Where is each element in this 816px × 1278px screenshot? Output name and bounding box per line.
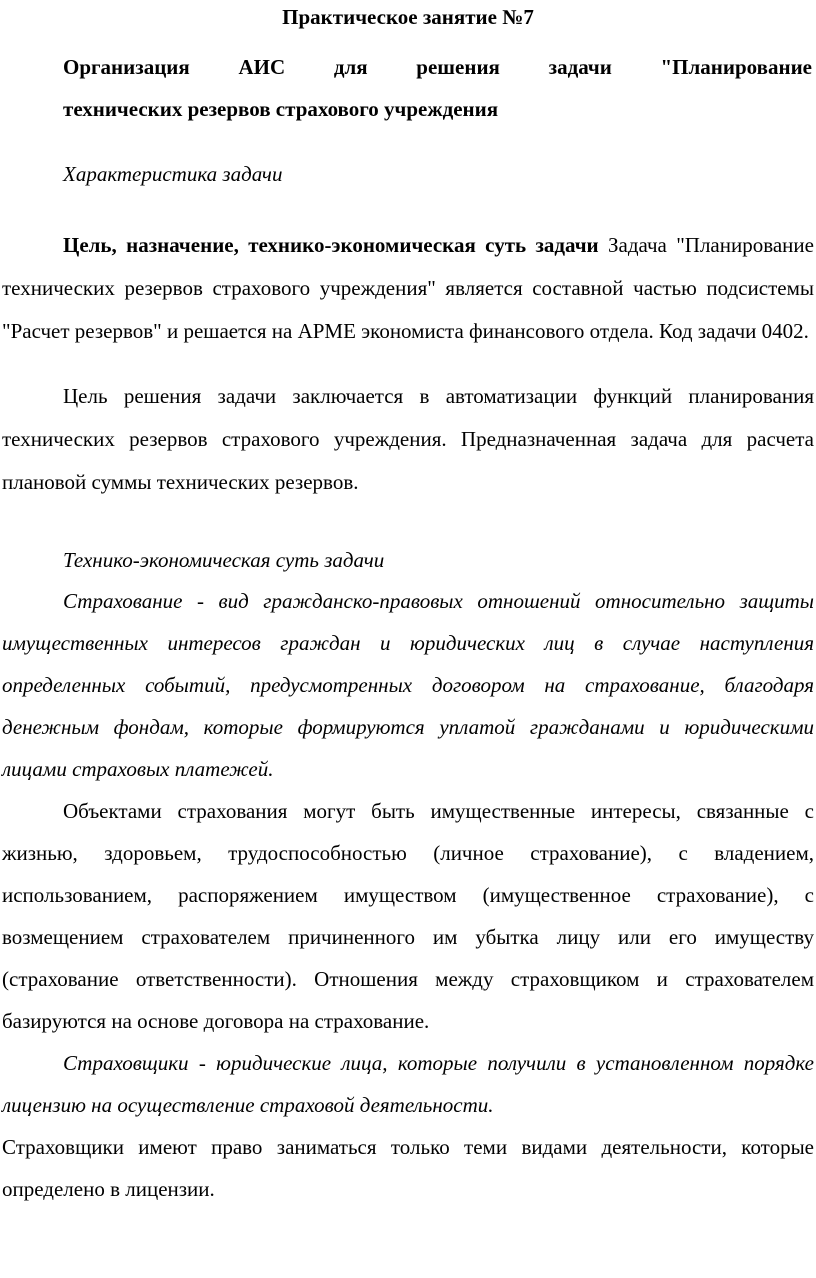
section-heading-line-1: Организация АИС для решения задачи "Планирование [63,55,812,79]
paragraph-insurers-definition: Страховщики - юридические лица, которые получили в установленном порядке лицензию на осуществление страховой деятельности. [2,1051,814,1117]
paragraph-goal: Цель решения задачи заключается в автоматизации функций планирования технических резервов страхового учреждения. Предназначенная задача для расчета плановой суммы технических резервов. [2,384,814,494]
subtitle-characteristic: Характеристика задачи [63,162,283,186]
paragraph-insurers-rights: Страховщики имеют право заниматься только теми видами деятельности, которые определено в лицензии. [2,1135,814,1201]
subtitle-essence: Технико-экономическая суть задачи [63,548,385,572]
paragraph-insurance-definition: Страхование - вид гражданско-правовых отношений относительно защиты имущественных интересов граждан и юридических лиц в случае наступления определенных событий, предусмотренных договором на страхование, благодаря денежным фондам, которые формируются уплатой гражданами и юридическими лицами страховых платежей. [2,589,814,781]
section-heading-line-2: технических резервов страхового учреждения [63,97,499,121]
paragraph-insurance-objects: Объектами страхования могут быть имущественные интересы, связанные с жизнью, здоровьем, трудоспособностью (личное страхование), с владением, использованием, распоряжением имуществом (имущественное страхование), с возмещением страхователем причиненного им убытка лицу или его имуществу (страхование ответственности). Отношения между страховщиком и страхователем базируются на основе договора на страхование. [2,799,814,1033]
paragraph-purpose-text: Задача "Планирование технических резервов страхового учреждения" является составной частью подсистемы "Расчет резервов" и решается на АРМЕ экономиста финансового отдела. Код задачи 0402. [2,233,814,343]
paragraph-purpose [2,224,814,353]
section-heading [2,46,814,130]
page-title: Практическое занятие №7 [282,5,534,29]
paragraph-purpose-bold: Цель, назначение, технико-экономическая суть задачи [63,233,599,257]
